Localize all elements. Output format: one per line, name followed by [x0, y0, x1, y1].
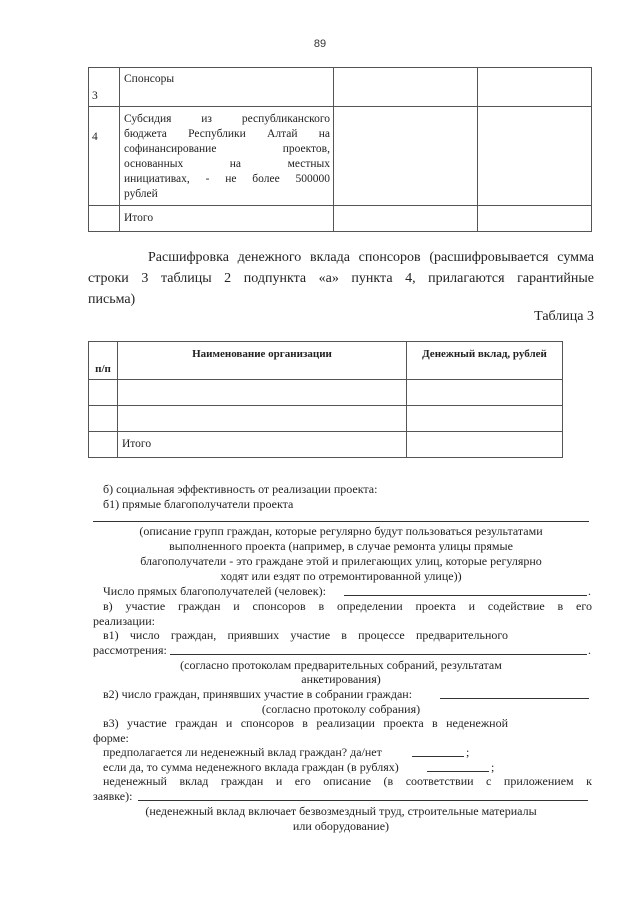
section-v3-line: форме:: [93, 731, 129, 745]
section-b-title: б) социальная эффективность от реализации проекта:: [103, 482, 378, 496]
empty-cell: [407, 380, 563, 406]
yes-no-field[interactable]: [412, 756, 464, 757]
question-amount: если да, то сумма неденежного вклада граждан (в рублях): [103, 760, 399, 774]
section-v2: в2) число граждан, принявших участие в собрании граждан:: [103, 687, 413, 701]
meeting-count-field[interactable]: [440, 698, 589, 699]
note-line: (согласно протоколам предварительных собраний, результатам: [180, 658, 502, 672]
table-row: [89, 206, 592, 232]
section-v3-line: в3) участие граждан и спонсоров в реализации проекта в неденежной: [103, 716, 508, 730]
row-name: [120, 107, 334, 206]
semicolon: ;: [491, 760, 495, 774]
total-label: Итого: [118, 432, 407, 458]
beneficiaries-count-label: Число прямых благополучателей (человек):: [103, 584, 326, 598]
row-name-line: инициативах, - не более 500000: [124, 173, 330, 185]
page-number: 89: [313, 38, 327, 50]
note-line: ходят или ездят по отремонтированной улице)): [220, 569, 462, 583]
empty-cell: [478, 206, 592, 232]
note-line: (согласно протоколу собрания): [261, 702, 421, 716]
section-v1-line: в1) число граждан, приявших участие в процессе предварительного: [103, 628, 508, 642]
table-row: [89, 107, 592, 206]
semicolon: ;: [466, 745, 470, 759]
blank-line: [93, 521, 589, 522]
note-line: выполненного проекта (например, в случае ремонта улицы прямые: [169, 539, 513, 553]
empty-cell: [118, 380, 407, 406]
question-nonmonetary: предполагается ли неденежный вклад граждан? да/нет: [103, 745, 382, 759]
table-row: [89, 432, 563, 458]
heading-paragraph-line: строки 3 таблицы 2 подпункта «а» пункта 4, прилагаются гарантийные: [88, 271, 594, 286]
table-2: [88, 67, 592, 232]
question-description-line: неденежный вклад граждан и его описание (в соответствии с приложением к: [103, 774, 592, 788]
column-header-money: Денежный вклад, рублей: [407, 342, 563, 380]
question-description-line: заявке):: [93, 789, 133, 803]
row-name: Итого: [120, 206, 334, 232]
heading-paragraph-line: письма): [88, 292, 136, 307]
empty-cell: [478, 107, 592, 206]
row-name-line: Субсидия из республиканского: [124, 113, 330, 125]
section-v-title-line: реализации:: [93, 614, 155, 628]
empty-cell: [334, 68, 478, 107]
note-line: благополучатели - это граждане этой и прилегающих улиц, которые регулярно: [140, 554, 542, 568]
empty-cell: [334, 107, 478, 206]
empty-cell: [118, 406, 407, 432]
row-name-line: софинансирование проектов,: [124, 143, 330, 155]
row-number: 4: [89, 107, 120, 206]
note-line: анкетирования): [301, 672, 381, 686]
table-3: [88, 341, 563, 458]
empty-cell: [89, 380, 118, 406]
empty-cell: [407, 406, 563, 432]
table-row: [89, 68, 592, 107]
table-header-row: [89, 342, 563, 380]
row-number: [89, 206, 120, 232]
note-line: (неденежный вклад включает безвозмездный труд, строительные материалы: [145, 804, 537, 818]
row-name-line: рублей: [124, 188, 158, 200]
amount-field[interactable]: [427, 771, 489, 772]
row-name-line: основанных на местных: [124, 158, 330, 170]
table-row: [89, 406, 563, 432]
table-row: [89, 380, 563, 406]
section-v1-line: рассмотрения:: [93, 643, 167, 657]
empty-cell: [478, 68, 592, 107]
period: .: [588, 643, 591, 657]
empty-cell: [407, 432, 563, 458]
beneficiaries-count-field[interactable]: [344, 595, 587, 596]
section-v-title-line: в) участие граждан и спонсоров в определении проекта и содействие в его: [103, 599, 592, 613]
empty-cell: [334, 206, 478, 232]
preliminary-count-field[interactable]: [170, 654, 587, 655]
section-b1: б1) прямые благополучатели проекта: [103, 497, 294, 511]
row-name-line: бюджета Республики Алтай на: [124, 128, 330, 140]
empty-cell: [89, 406, 118, 432]
empty-cell: [89, 432, 118, 458]
column-header-number: п/п: [89, 342, 118, 380]
period: .: [588, 584, 591, 598]
note-line: или оборудование): [292, 819, 390, 833]
description-field[interactable]: [138, 800, 588, 801]
heading-paragraph-line: Расшифровка денежного вклада спонсоров (расшифровывается сумма: [148, 250, 594, 265]
row-name: Спонсоры: [120, 68, 334, 107]
table-3-caption: Таблица 3: [534, 309, 594, 324]
row-number: 3: [89, 68, 120, 107]
column-header-organization: Наименование организации: [118, 342, 407, 380]
note-line: (описание групп граждан, которые регулярно будут пользоваться результатами: [139, 524, 543, 538]
